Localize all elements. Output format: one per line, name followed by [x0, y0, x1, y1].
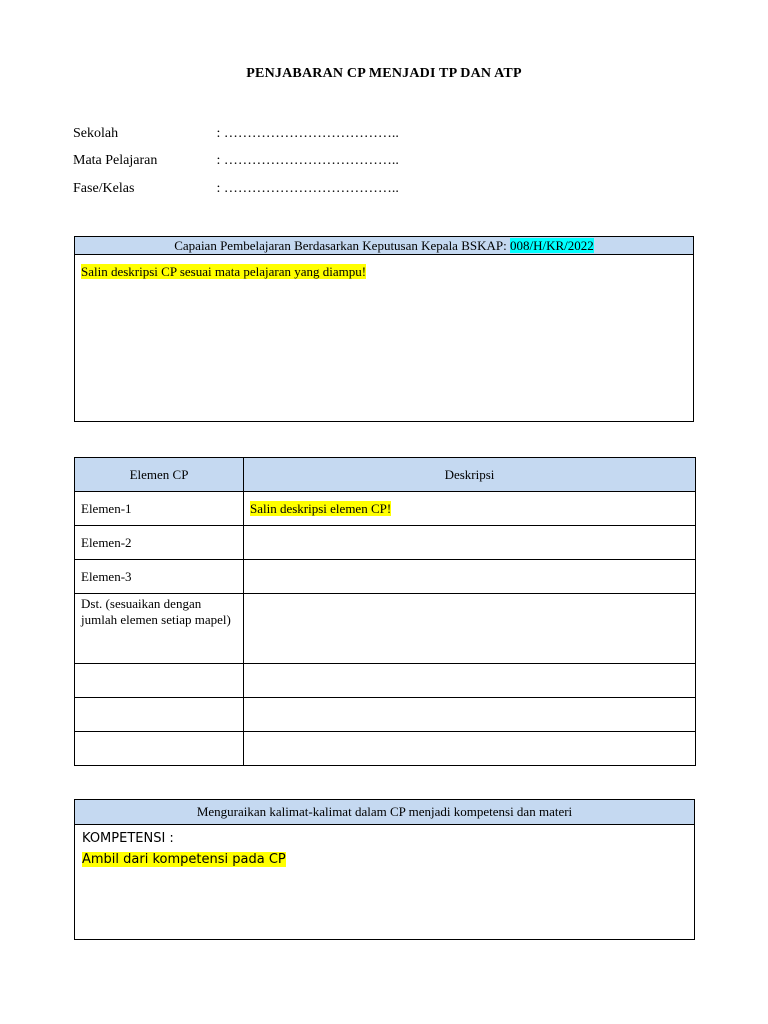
description-cell[interactable] — [244, 732, 696, 766]
competency-box-body[interactable] — [75, 825, 694, 873]
competency-box-header: Menguraikan kalimat-kalimat dalam CP menjadi kompetensi dan materi — [75, 800, 694, 825]
table-row — [75, 698, 696, 732]
description-cell[interactable] — [244, 698, 696, 732]
info-row-sekolah — [73, 126, 399, 142]
element-cell[interactable]: Elemen-1 — [75, 492, 244, 526]
table-row — [75, 560, 696, 594]
table-row — [75, 594, 696, 664]
document-title: PENJABARAN CP MENJADI TP DAN ATP — [246, 66, 522, 81]
cp-box-body[interactable] — [75, 255, 693, 289]
info-label: Mata Pelajaran — [73, 153, 158, 168]
description-text: Salin deskripsi elemen CP! — [250, 500, 392, 516]
table-row — [75, 526, 696, 560]
table-row — [75, 732, 696, 766]
element-cell[interactable] — [75, 732, 244, 766]
cp-header-text: Capaian Pembelajaran Berdasarkan Keputusan Kepala BSKAP: — [174, 238, 510, 253]
competency-label: KOMPETENSI : — [82, 831, 174, 846]
description-cell[interactable] — [244, 526, 696, 560]
table-row — [75, 492, 696, 526]
info-label: Sekolah — [73, 126, 119, 141]
competency-box — [74, 799, 695, 940]
column-header-deskripsi: Deskripsi — [244, 458, 696, 492]
column-header-elemen: Elemen CP — [75, 458, 244, 492]
table-header-row — [75, 458, 696, 492]
cp-instruction: Salin deskripsi CP sesuai mata pelajaran yang diampu! — [81, 264, 367, 279]
element-cell[interactable] — [75, 664, 244, 698]
description-cell[interactable] — [244, 560, 696, 594]
element-cell[interactable]: Dst. (sesuaikan dengan jumlah elemen setiap mapel) — [75, 594, 244, 664]
description-cell[interactable] — [244, 492, 696, 526]
info-value: : ……………………………….. — [216, 181, 399, 196]
cp-box — [74, 236, 694, 422]
element-cell[interactable]: Elemen-3 — [75, 560, 244, 594]
table-row — [75, 664, 696, 698]
info-value: : ……………………………….. — [216, 153, 399, 168]
competency-instruction: Ambil dari kompetensi pada CP — [82, 852, 286, 867]
element-cell[interactable] — [75, 698, 244, 732]
info-label: Fase/Kelas — [73, 181, 135, 196]
info-row-mata-pelajaran — [73, 153, 399, 169]
info-row-fase-kelas — [73, 181, 399, 197]
description-cell[interactable] — [244, 664, 696, 698]
info-value: : ……………………………….. — [216, 126, 399, 141]
element-cell[interactable]: Elemen-2 — [75, 526, 244, 560]
elements-table — [74, 457, 696, 766]
cp-box-header — [75, 237, 693, 255]
cp-header-code: 008/H/KR/2022 — [509, 238, 594, 253]
description-cell[interactable] — [244, 594, 696, 664]
